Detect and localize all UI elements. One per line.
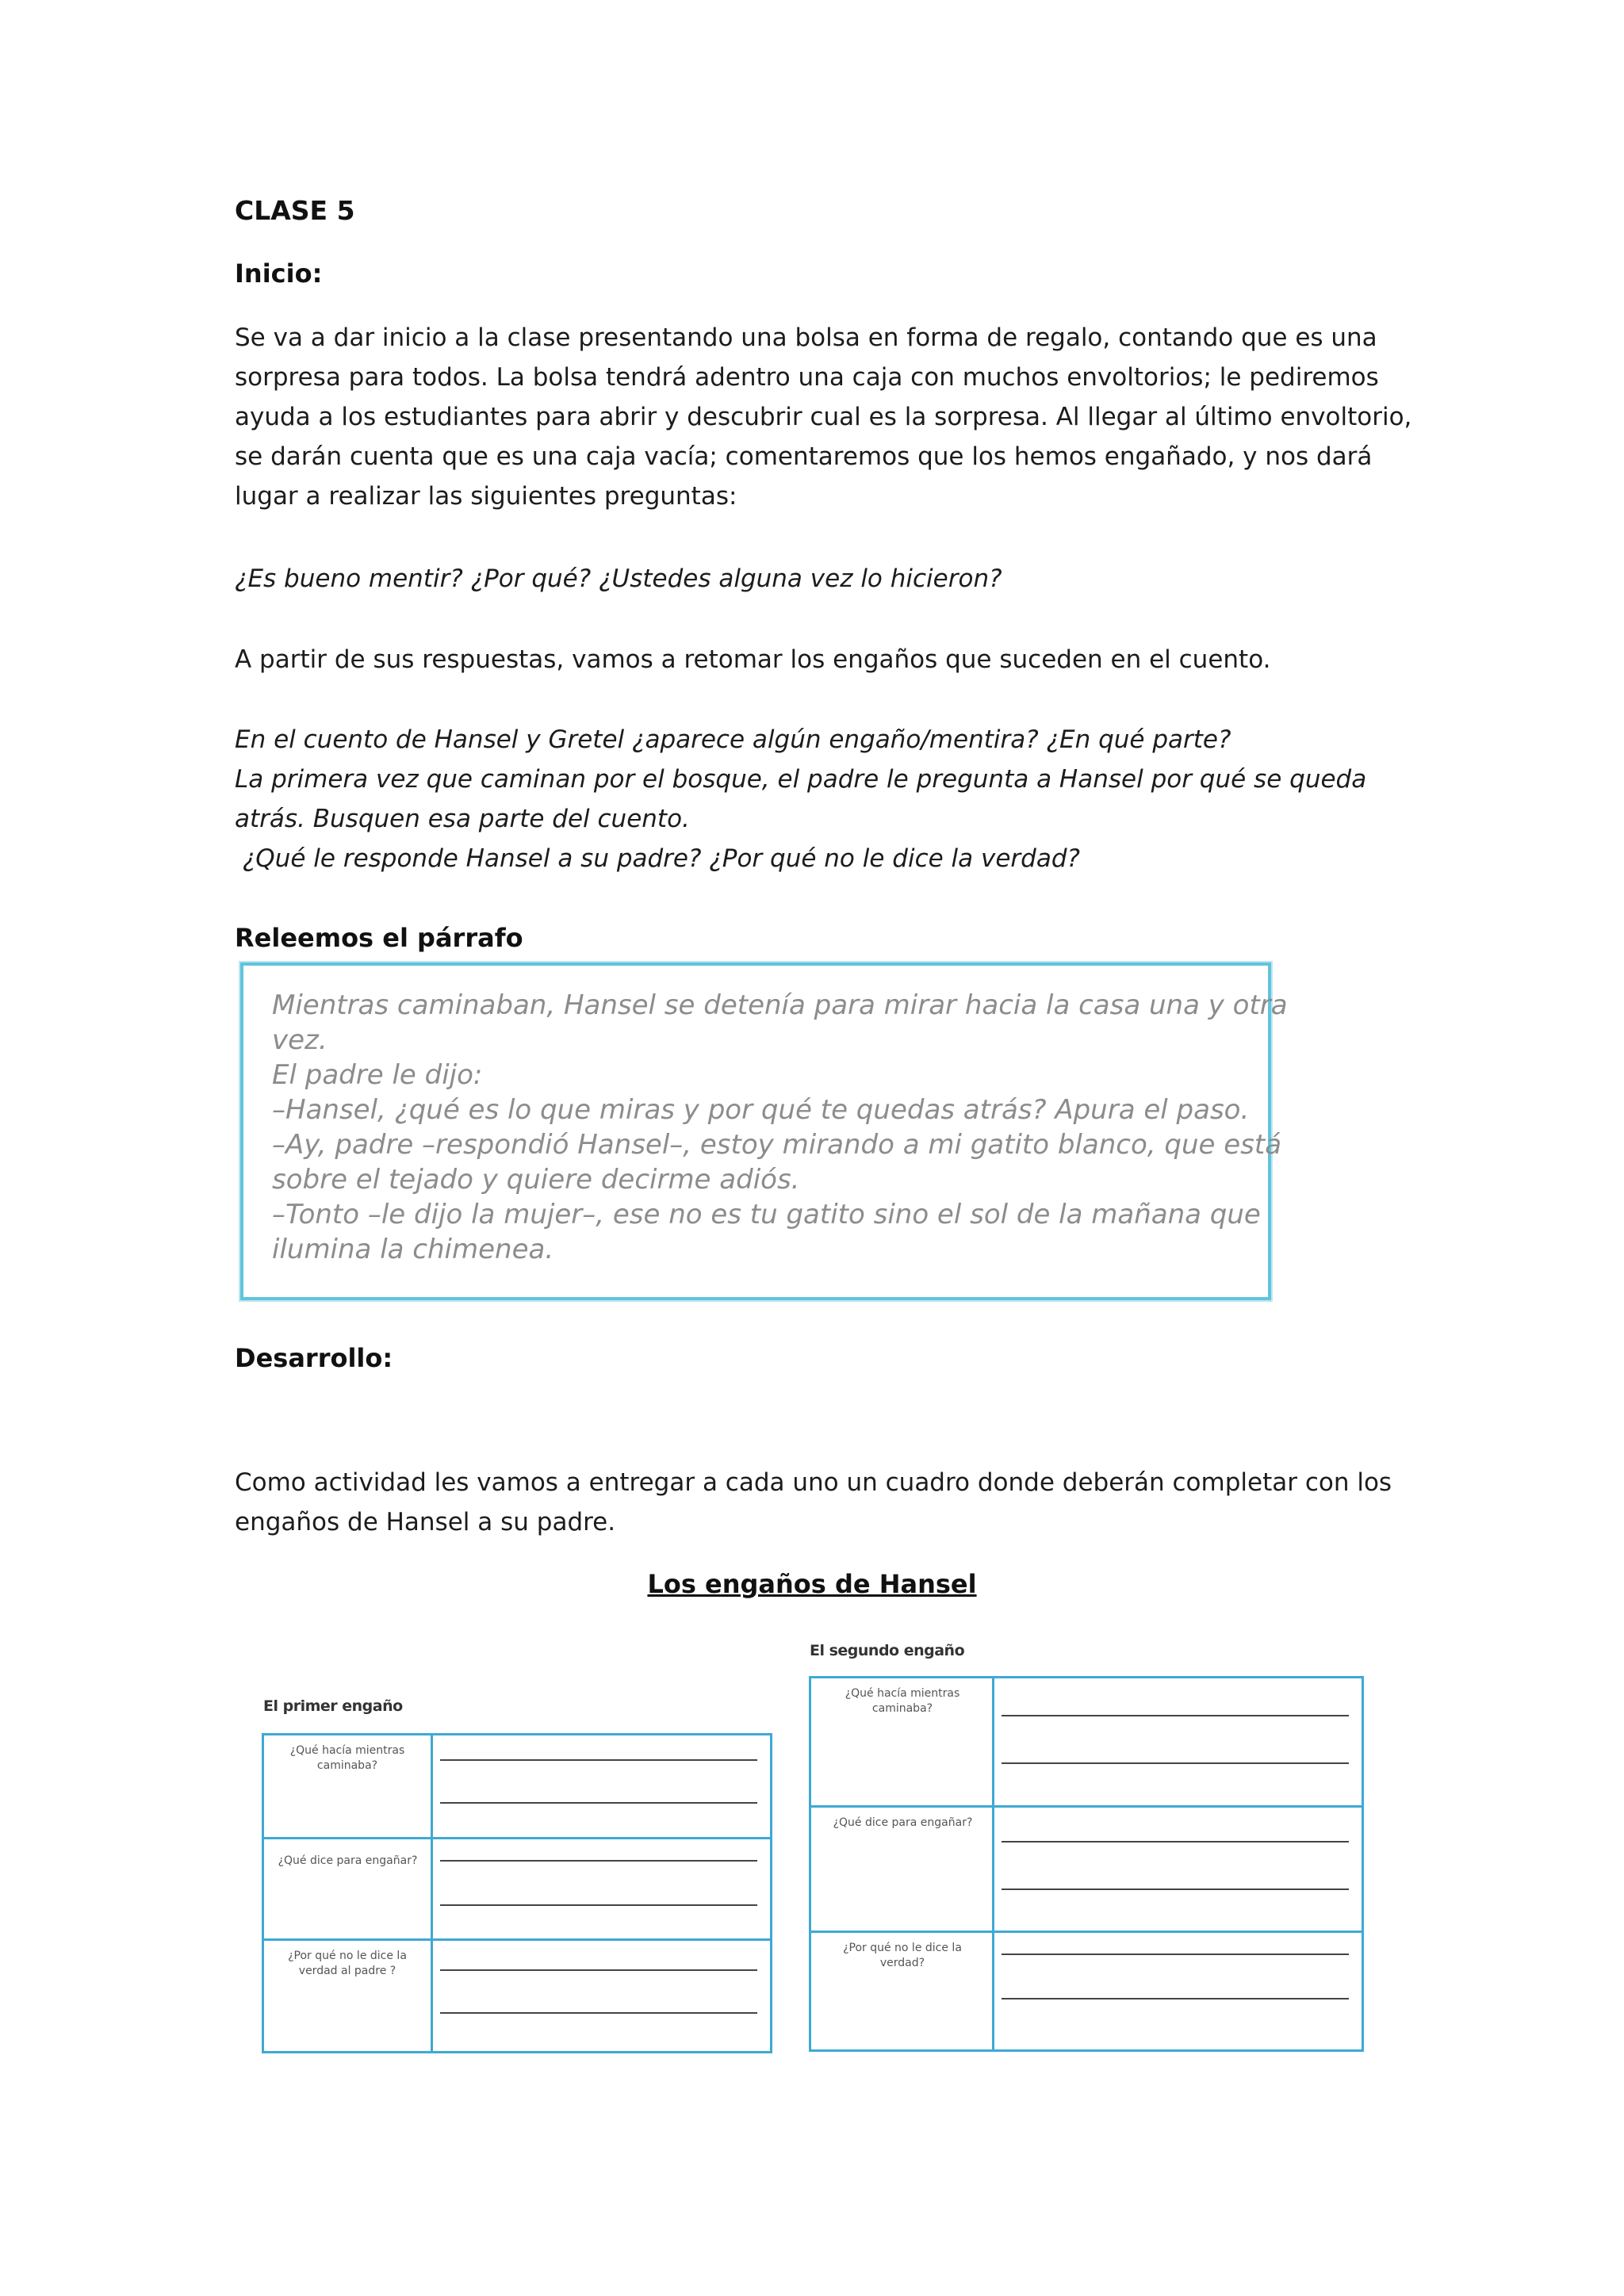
second-table-title: El segundo engaño [810, 1642, 965, 1659]
quote-line: vez. [272, 1024, 327, 1056]
intro-line: se darán cuenta que es una caja vacía; comentaremos que los hemos engañado, y nos dará [235, 442, 1373, 471]
page-title: CLASE 5 [235, 195, 355, 226]
transition-line: A partir de sus respuestas, vamos a retomar los engaños que suceden en el cuento. [235, 645, 1271, 674]
second-deception-table [809, 1676, 1364, 2052]
quote-line: –Hansel, ¿qué es lo que miras y por qué te quedas atrás? Apura el paso. [272, 1094, 1250, 1126]
answer-line[interactable] [1002, 1954, 1349, 1955]
row-question: ¿Por qué no le dice la verdad? [843, 1942, 962, 1969]
inicio-heading: Inicio: [235, 258, 323, 289]
quote-text [272, 988, 1288, 1267]
answer-line[interactable] [440, 1802, 757, 1804]
quote-line: –Tonto –le dijo la mujer–, ese no es tu gatito sino el sol de la mañana que [272, 1199, 1261, 1230]
answer-line[interactable] [440, 1904, 757, 1906]
table-row [264, 1735, 770, 1837]
intro-paragraph [235, 318, 1411, 516]
row-question: ¿Qué hacía mientras caminaba? [289, 1744, 405, 1772]
answer-line[interactable] [440, 1759, 757, 1761]
table-row [811, 1931, 1362, 2054]
answer-line[interactable] [440, 1969, 757, 1971]
activity-line: engaños de Hansel a su padre. [235, 1508, 616, 1536]
italic-line: En el cuento de Hansel y Gretel ¿aparece algún engaño/mentira? ¿En qué parte? [235, 725, 1231, 754]
intro-line: sorpresa para todos. La bolsa tendrá adentro una caja con muchos envoltorios; le pediremos [235, 363, 1379, 392]
answer-line[interactable] [1002, 1715, 1349, 1716]
quote-line: Mientras caminaban, Hansel se detenía para mirar hacia la casa una y otra [272, 989, 1288, 1021]
activity-line: Como actividad les vamos a entregar a cada uno un cuadro donde deberán completar con los [235, 1468, 1392, 1497]
italic-line: atrás. Busquen esa parte del cuento. [235, 805, 690, 833]
first-table-title: El primer engaño [263, 1697, 403, 1715]
quote-line: sobre el tejado y quiere decirme adiós. [272, 1164, 800, 1196]
answer-line[interactable] [440, 2012, 757, 2014]
activity-paragraph [235, 1463, 1392, 1542]
table-row [811, 1805, 1362, 1931]
row-question: ¿Qué dice para engañar? [278, 1854, 418, 1867]
intro-line: ayuda a los estudiantes para abrir y descubrir cual es la sorpresa. Al llegar al último envoltorio, [235, 403, 1412, 431]
answer-line[interactable] [1002, 1841, 1349, 1843]
quote-line: ilumina la chimenea. [272, 1234, 554, 1265]
table-row [811, 1678, 1362, 1805]
first-deception-table [262, 1733, 772, 2053]
answer-line[interactable] [440, 1860, 757, 1862]
table-row [264, 1938, 770, 2056]
quote-box [240, 962, 1288, 1300]
releemos-heading: Releemos el párrafo [235, 923, 523, 953]
quote-line: El padre le dijo: [272, 1059, 483, 1091]
italic-line: La primera vez que caminan por el bosque, el padre le pregunta a Hansel por qué se queda [235, 765, 1367, 794]
row-question: ¿Qué dice para engañar? [833, 1816, 973, 1829]
quote-line: –Ay, padre –respondió Hansel–, estoy mirando a mi gatito blanco, que está [272, 1129, 1282, 1161]
worksheet-title: Los engaños de Hansel [647, 1569, 977, 1599]
desarrollo-heading: Desarrollo: [235, 1343, 393, 1373]
intro-line: lugar a realizar las siguientes preguntas: [235, 482, 737, 511]
intro-line: Se va a dar inicio a la clase presentando una bolsa en forma de regalo, contando que es una [235, 323, 1377, 352]
answer-line[interactable] [1002, 1762, 1349, 1764]
row-question: ¿Qué hacía mientras caminaba? [845, 1687, 960, 1715]
table-row [264, 1837, 770, 1938]
answer-line[interactable] [1002, 1888, 1349, 1890]
question-line: ¿Es bueno mentir? ¿Por qué? ¿Ustedes alguna vez lo hicieron? [235, 564, 1002, 593]
italic-line: ¿Qué le responde Hansel a su padre? ¿Por qué no le dice la verdad? [235, 844, 1080, 873]
row-question: ¿Por qué no le dice la verdad al padre ? [288, 1950, 407, 1977]
answer-line[interactable] [1002, 1998, 1349, 1999]
italic-questions [235, 720, 1366, 878]
